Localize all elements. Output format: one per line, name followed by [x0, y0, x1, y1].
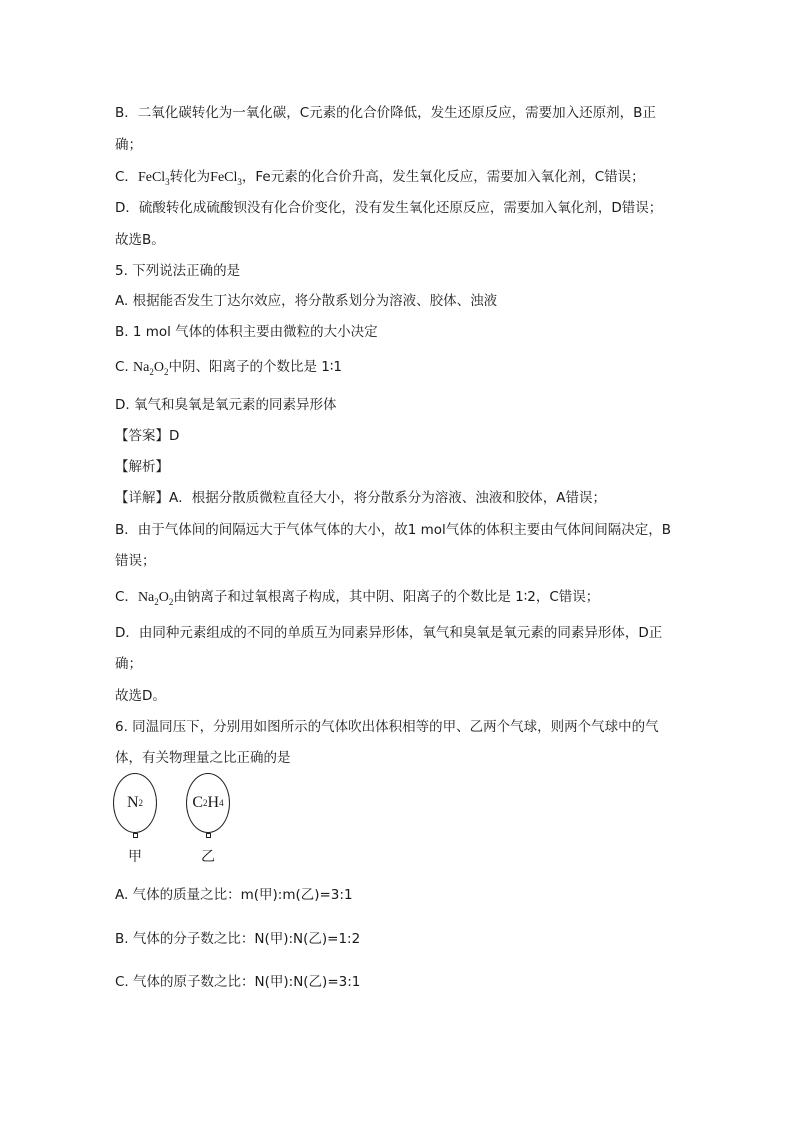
text-line: 确；: [115, 137, 142, 153]
formula: FeCl$_3$: [137, 170, 170, 187]
balloon-knot: [133, 833, 138, 838]
question-6-cont: 体，有关物理量之比正确的是: [115, 750, 291, 766]
text-span: 转化为: [169, 169, 211, 185]
analysis-tag: 【解析】: [115, 459, 169, 475]
option-a: A. 根据能否发生丁达尔效应，将分散系划分为溶液、胶体、浊液: [115, 293, 498, 309]
balloon-n2: N 2: [113, 773, 157, 833]
formula-na2o2: $Na_2O_2$: [137, 590, 174, 607]
detail-b: B．由于气体间的间隔远大于气体气体的大小，故1 mol气体的体积主要由气体间间隔决定，B: [115, 522, 672, 538]
text-span: C．: [115, 169, 138, 185]
formula-na2o2: $Na_2O_2$: [133, 360, 169, 377]
balloon-c2h4: C 2 H 4: [186, 773, 230, 833]
balloon-label-jia: 甲: [128, 849, 142, 865]
formula: FeCl$_3$: [210, 170, 242, 187]
question-6: 6. 同温同压下，分别用如图所示的气体吹出体积相等的甲、乙两个气球，则两个气球中的气: [115, 719, 659, 735]
answer-line: [115, 427, 685, 445]
answer-tag: 【答案】: [115, 428, 169, 444]
balloon-right: [186, 773, 230, 866]
detail-b-cont: 错误；: [115, 553, 156, 569]
text-span: ，Fe元素的化合价升高，发生氧化反应，需要加入氧化剂，C错误；: [241, 169, 645, 185]
answer-value: D: [169, 428, 180, 444]
balloon-knot: [206, 833, 211, 838]
detail-tag: 【详解】: [115, 490, 169, 506]
text-line: [115, 168, 685, 187]
option-d: D. 氧气和臭氧是氧元素的同素异形体: [115, 397, 337, 413]
detail-conclusion: 故选D。: [115, 688, 166, 704]
question-5: 5. 下列说法正确的是: [115, 263, 241, 279]
option-c: C. $Na_2O_2$中阴、阳离子的个数比是 1∶1: [115, 359, 342, 377]
detail-d: D．由同种元素组成的不同的单质互为同素异形体，氧气和臭氧是氧元素的同素异形体，D正: [115, 625, 663, 641]
detail-a: 【详解】A．根据分散质微粒直径大小，将分散系分为溶液、浊液和胶体，A错误；: [115, 490, 606, 506]
text-line: 故选B。: [115, 232, 165, 248]
q6-option-b: B. 气体的分子数之比：N(甲):N(乙)=1:2: [115, 931, 361, 947]
text-line: B．二氧化碳转化为一氧化碳，C元素的化合价降低，发生还原反应，需要加入还原剂，B正: [115, 105, 656, 121]
q6-option-c: C. 气体的原子数之比：N(甲):N(乙)=3:1: [115, 974, 361, 990]
balloon-label-yi: 乙: [201, 849, 215, 865]
detail-d-cont: 确；: [115, 656, 142, 672]
option-b: B. 1 mol 气体的体积主要由微粒的大小决定: [115, 324, 378, 340]
text-line: D．硫酸转化成硫酸钡没有化合价变化，没有发生氧化还原反应，需要加入氧化剂，D错误；: [115, 200, 663, 216]
balloon-left: [113, 773, 157, 866]
q6-option-a: A. 气体的质量之比：m(甲):m(乙)=3:1: [115, 887, 353, 903]
detail-c: C．$Na_2O_2$由钠离子和过氧根离子构成，其中阴、阳离子的个数比是 1∶2，C错误；: [115, 589, 600, 607]
